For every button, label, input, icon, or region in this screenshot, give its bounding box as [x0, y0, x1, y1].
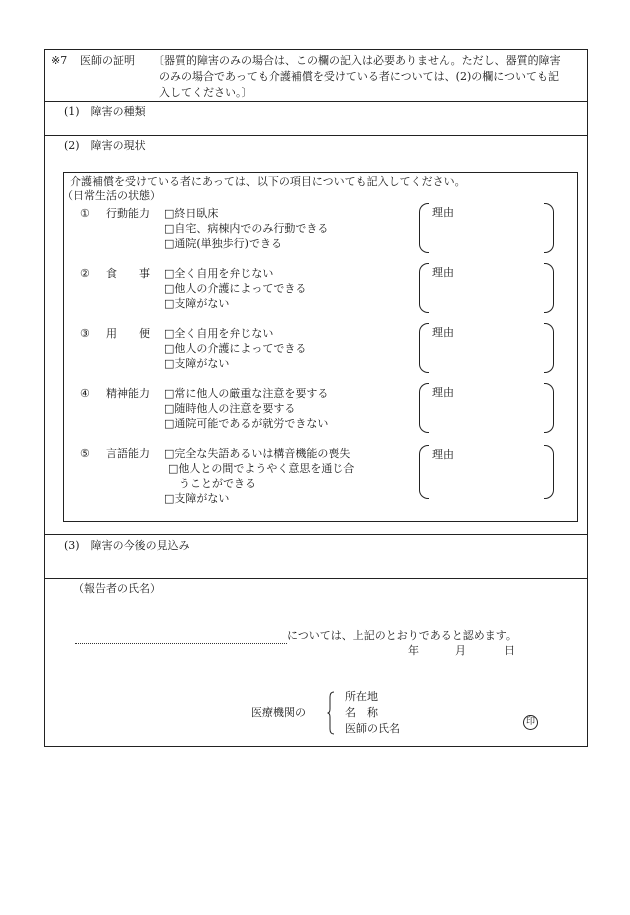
option-checkbox[interactable]: □通院(単独歩行)できる: [164, 237, 282, 250]
option-checkbox[interactable]: □通院可能であるが就労できない: [164, 417, 329, 430]
reason-bracket-left: [419, 445, 429, 499]
option-checkbox[interactable]: □常に他人の厳重な注意を要する: [164, 387, 329, 400]
date-year[interactable]: 年: [408, 644, 419, 657]
item-number: ③: [80, 327, 90, 340]
name-field[interactable]: [75, 643, 287, 644]
option-checkbox[interactable]: □自宅、病棟内でのみ行動できる: [164, 222, 329, 235]
section3-label: (3) 障害の今後の見込み: [64, 539, 190, 552]
option-checkbox[interactable]: □終日臥床: [164, 207, 219, 220]
option-checkbox[interactable]: □他人の介護によってできる: [164, 342, 307, 355]
item-number: ②: [80, 267, 90, 280]
option-checkbox[interactable]: □支障がない: [164, 492, 230, 505]
daily-life-subtitle: （日常生活の状態）: [62, 189, 161, 202]
header-note-line-3: 入してください。〕: [159, 86, 253, 99]
option-checkbox[interactable]: □他人の介護によってできる: [164, 282, 307, 295]
reason-label: 理由: [432, 266, 454, 279]
certificate-form: [44, 49, 588, 747]
item-name: 用 便: [106, 327, 150, 340]
divider: [45, 578, 587, 579]
item-name: 言語能力: [106, 447, 150, 460]
field-name[interactable]: 名 称: [345, 706, 378, 719]
certify-statement: については、上記のとおりであると認めます。: [287, 629, 517, 642]
seal-icon: 印: [523, 715, 538, 730]
reason-bracket-right: [544, 323, 554, 373]
option-checkbox[interactable]: □随時他人の注意を要する: [164, 402, 296, 415]
divider: [45, 135, 587, 136]
item-name[interactable]: 行動能力: [106, 207, 150, 220]
date-month[interactable]: 月: [455, 644, 466, 657]
item-number: ④: [80, 387, 90, 400]
care-intro: 介護補償を受けている者にあっては、以下の項目についても記入してください。: [70, 175, 466, 188]
reason-bracket-right: [544, 263, 554, 313]
section-number: ※7: [51, 54, 68, 67]
option-checkbox[interactable]: □他人との間でようやく意思を通じ合: [168, 462, 355, 475]
care-status-box: [63, 172, 578, 522]
item-name: 精神能力: [106, 387, 150, 400]
divider: [45, 534, 587, 535]
section-title: 医師の証明: [80, 54, 135, 67]
reason-bracket-right: [544, 445, 554, 499]
reason-bracket-left: [419, 383, 429, 433]
reason-label: 理由: [432, 448, 454, 461]
field-address[interactable]: 所在地: [345, 690, 378, 703]
item-number: ⑤: [80, 447, 90, 460]
curly-brace: [327, 691, 335, 735]
reason-bracket-right: [544, 383, 554, 433]
divider: [45, 101, 587, 102]
header-note-line-2: のみの場合であっても介護補償を受けている者については、(2)の欄についても記: [159, 70, 560, 83]
reason-label: 理由: [432, 386, 454, 399]
date-day[interactable]: 日: [504, 644, 515, 657]
reporter-label: （報告者の氏名）: [73, 582, 161, 595]
section2-label: (2) 障害の現状: [64, 139, 146, 152]
item-name: 食 事: [106, 267, 150, 280]
option-checkbox[interactable]: □完全な失語あるいは構音機能の喪失: [164, 447, 351, 460]
option-checkbox[interactable]: □支障がない: [164, 297, 230, 310]
reason-bracket-left: [419, 263, 429, 313]
option-checkbox[interactable]: □全く自用を弁じない: [164, 267, 274, 280]
item-number: ①: [80, 207, 90, 220]
reason-label: 理由: [432, 326, 454, 339]
institution-label: 医療機関の: [251, 706, 306, 719]
option-checkbox[interactable]: □支障がない: [164, 357, 230, 370]
reason-label: 理由: [432, 206, 454, 219]
option-continuation: うことができる: [168, 477, 256, 490]
option-checkbox[interactable]: □全く自用を弁じない: [164, 327, 274, 340]
field-doctor-name[interactable]: 医師の氏名: [345, 722, 400, 735]
section1-label: (1) 障害の種類: [64, 105, 146, 118]
header-note-line-1: 〔器質的障害のみの場合は、この欄の記入は必要ありません。ただし、器質的障害: [153, 54, 561, 67]
reason-bracket-right: [544, 203, 554, 253]
reason-bracket-left: [419, 323, 429, 373]
reason-bracket-left: [419, 203, 429, 253]
